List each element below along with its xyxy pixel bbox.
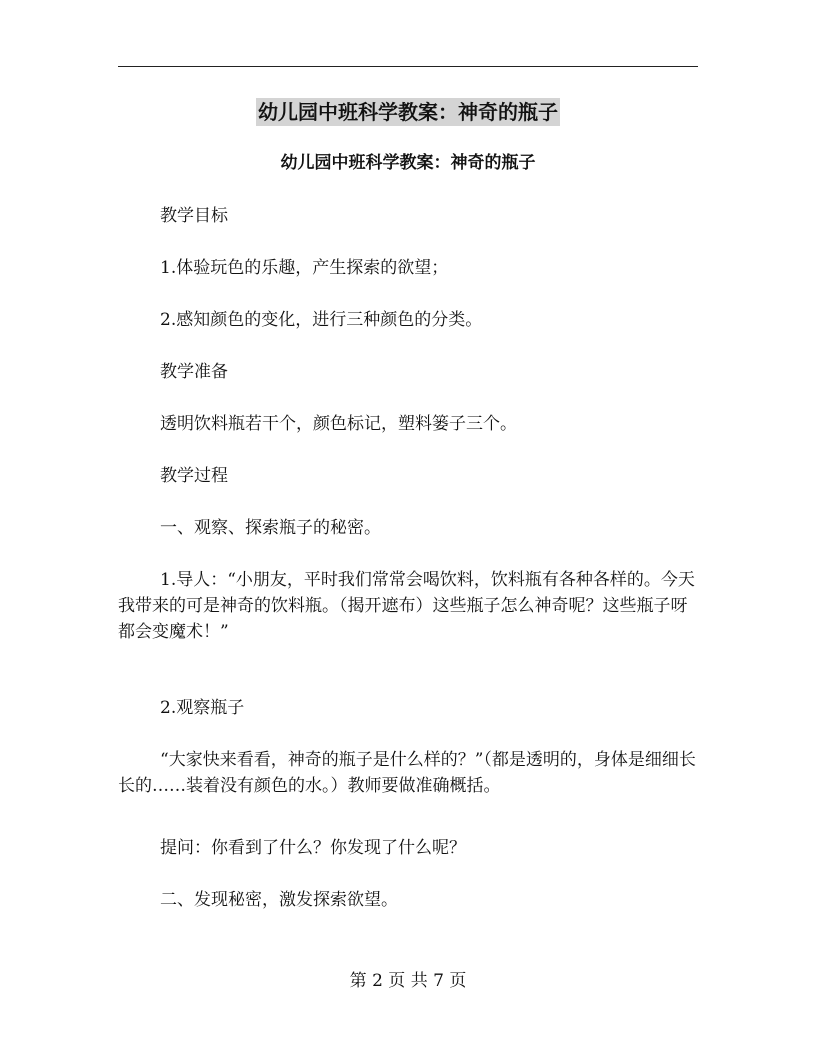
paragraph-goal-1: 1.体验玩色的乐趣，产生探索的欲望； — [160, 258, 449, 278]
paragraph-observe-bottles: 2.观察瓶子 — [160, 698, 245, 718]
paragraph-bottle-description: “大家快来看看，神奇的瓶子是什么样的？”（都是透明的，身体是细细长长的……装着没有颜色的水。）教师要做准确概括。 — [118, 750, 696, 796]
section-heading-goals: 教学目标 — [160, 206, 228, 226]
paragraph-step-two: 二、发现秘密，激发探索欲望。 — [160, 890, 398, 910]
paragraph-preparation: 透明饮料瓶若干个，颜色标记，塑料篓子三个。 — [160, 414, 517, 434]
paragraph-step-one: 一、观察、探索瓶子的秘密。 — [160, 518, 381, 538]
paragraph-goal-2: 2.感知颜色的变化，进行三种颜色的分类。 — [160, 310, 483, 330]
header-rule — [118, 66, 698, 67]
paragraph-question: 提问：你看到了什么？你发现了什么呢？ — [160, 838, 466, 858]
paragraph-introduction: 1.导人：“小朋友，平时我们常常会喝饮料，饮料瓶有各种各样的。今天我带来的可是神奇的饮料瓶。（揭开遮布）这些瓶子怎么神奇呢？这些瓶子呀都会变魔术！” — [118, 570, 695, 642]
document-title: 幼儿园中班科学教案：神奇的瓶子 — [258, 100, 558, 124]
page-number: 第 2 页 共 7 页 — [349, 971, 467, 991]
document-title-container — [0, 98, 816, 126]
section-heading-preparation: 教学准备 — [160, 362, 228, 382]
document-subtitle: 幼儿园中班科学教案：神奇的瓶子 — [280, 153, 536, 173]
section-heading-process: 教学过程 — [160, 466, 228, 486]
